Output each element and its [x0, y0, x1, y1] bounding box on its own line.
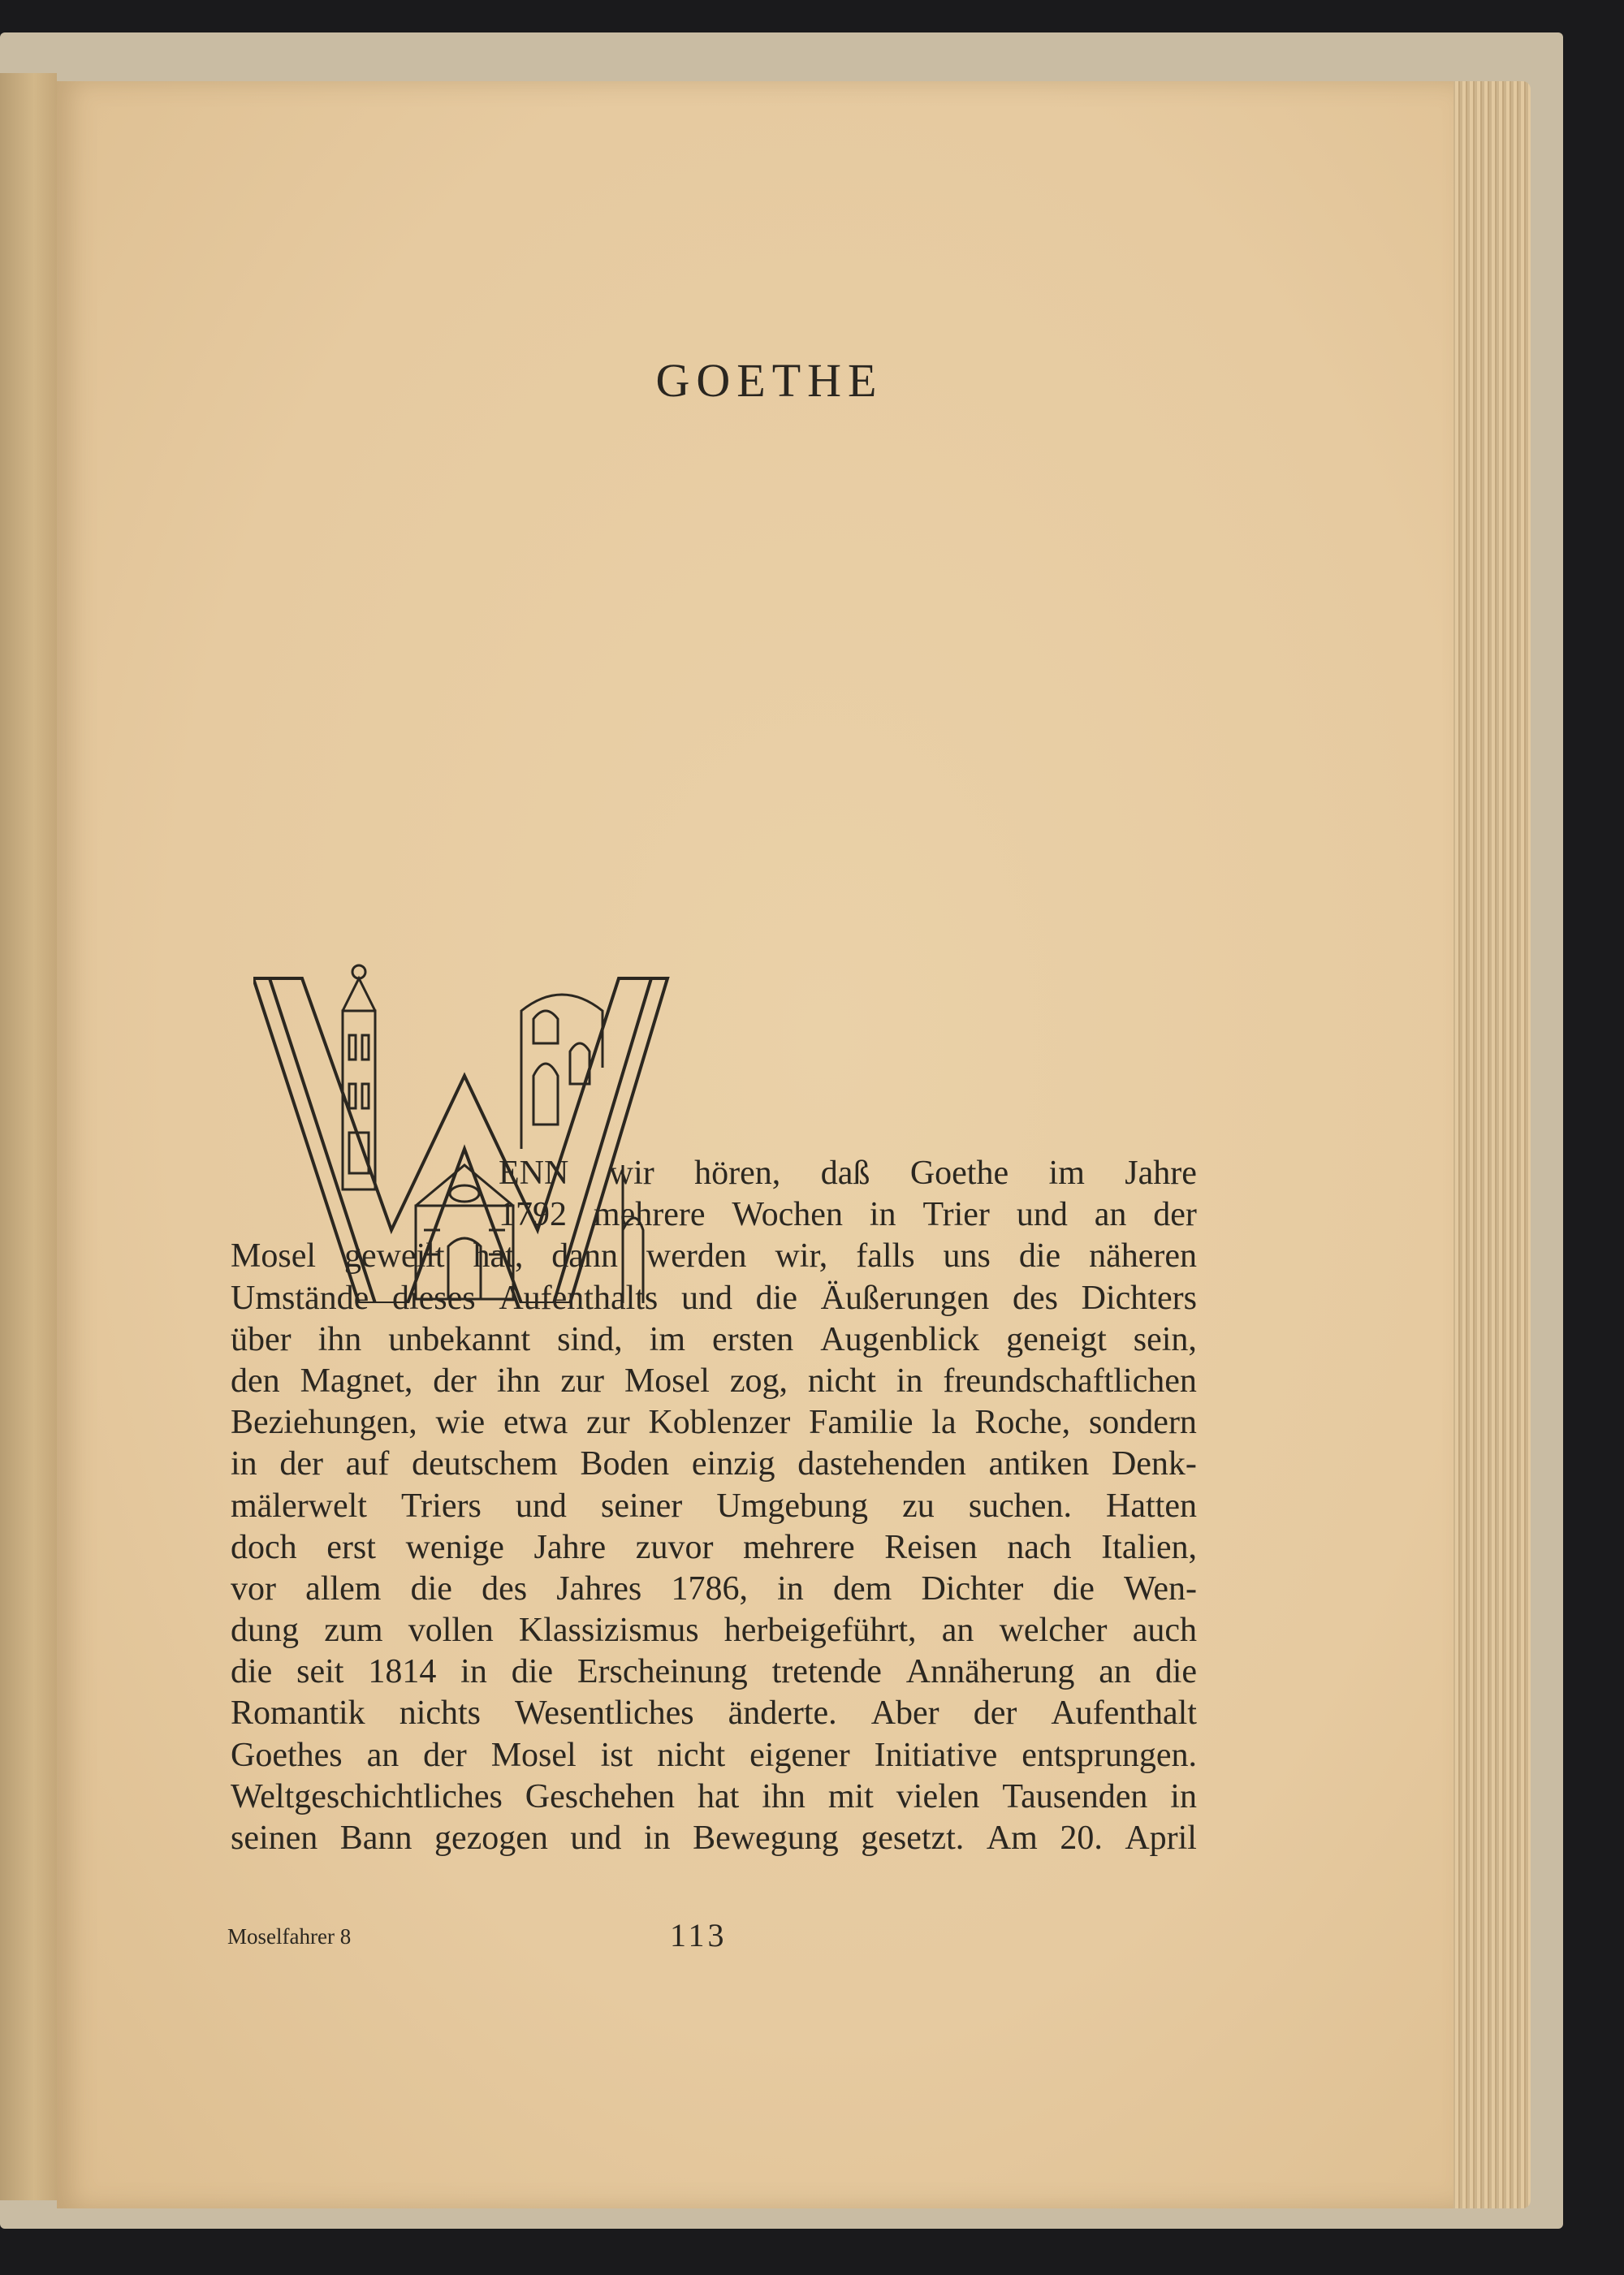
word: an [941, 1612, 974, 1650]
word: vielen [896, 1777, 980, 1815]
text-line [231, 1361, 1197, 1402]
word: und [680, 1279, 732, 1317]
text-line [231, 1610, 1197, 1651]
word: näheren [1089, 1237, 1197, 1276]
word: an [366, 1736, 400, 1774]
word: hat [697, 1777, 740, 1815]
body-text [231, 1153, 1197, 1859]
word: einzig [691, 1445, 775, 1483]
word: und [515, 1487, 567, 1525]
word: die [1155, 1653, 1197, 1691]
word: im [1048, 1155, 1085, 1192]
word: in [643, 1820, 671, 1857]
word: Jahre [1125, 1155, 1197, 1192]
word: dastehenden [797, 1445, 966, 1483]
word: Äußerungen [820, 1279, 990, 1317]
word: dem [832, 1569, 892, 1608]
word: mit [827, 1777, 874, 1815]
text-line [231, 1527, 1197, 1569]
word: änderte. [728, 1694, 837, 1733]
text-line [231, 1236, 1197, 1277]
text-line [231, 1402, 1197, 1444]
word: la [931, 1404, 957, 1442]
word: an [1099, 1653, 1131, 1691]
text-line [231, 1194, 1197, 1236]
word: gesetzt. [861, 1820, 965, 1857]
text-line [231, 1444, 1197, 1485]
word: Umgebung [716, 1487, 868, 1525]
word: Initiative [874, 1736, 998, 1774]
word: sind, [557, 1320, 623, 1358]
text-line [231, 1651, 1197, 1693]
word: Trier [922, 1196, 990, 1234]
word: die [1052, 1569, 1095, 1608]
word: zur [560, 1362, 605, 1400]
word: erst [326, 1528, 376, 1566]
word: Mosel [490, 1736, 577, 1774]
text-line [231, 1319, 1197, 1361]
word: freundschaftlichen [943, 1362, 1197, 1400]
word: sondern [1088, 1404, 1197, 1442]
word: auch [1132, 1612, 1197, 1650]
word: Romantik [231, 1694, 365, 1733]
word: die [755, 1279, 797, 1317]
word: Wesentliches [515, 1694, 694, 1733]
word: Tausenden [1002, 1777, 1148, 1815]
word: im [649, 1320, 685, 1358]
word: die [231, 1653, 273, 1691]
word: Klassizismus [518, 1612, 699, 1650]
word: den [231, 1362, 280, 1400]
word: in [896, 1362, 923, 1400]
word: Magnet, [300, 1362, 413, 1400]
word: nicht [657, 1736, 726, 1774]
word: Umstände [231, 1279, 369, 1317]
word: Dichters [1081, 1279, 1197, 1317]
word: in [1170, 1777, 1197, 1815]
word: Geschehen [525, 1777, 676, 1815]
text-line [231, 1776, 1197, 1818]
word: wie [435, 1404, 486, 1442]
word: doch [231, 1528, 297, 1566]
word: wir [608, 1155, 654, 1192]
word: in [869, 1196, 896, 1234]
word: eigener [749, 1736, 850, 1774]
word: auf [345, 1445, 390, 1483]
word: April [1125, 1820, 1197, 1857]
word: entsprungen. [1021, 1736, 1197, 1774]
word: Am [986, 1820, 1038, 1857]
word: dieses [391, 1279, 476, 1317]
word: des [1012, 1279, 1058, 1317]
word: Roche, [974, 1404, 1071, 1442]
word: zuvor [635, 1528, 714, 1566]
chapter-title: GOETHE [655, 354, 883, 407]
word: und [570, 1820, 622, 1857]
book-page [57, 81, 1453, 2208]
text-line [231, 1818, 1197, 1859]
word: geneigt [1006, 1320, 1107, 1358]
word: dung [231, 1612, 299, 1650]
word: Aber [870, 1694, 939, 1733]
word: Bann [339, 1820, 412, 1857]
word: Denk- [1111, 1445, 1197, 1483]
word: in [231, 1445, 257, 1483]
word: Familie [809, 1404, 914, 1442]
word: 1792 [499, 1196, 567, 1234]
word: Mosel [624, 1362, 710, 1400]
book-spine [0, 73, 57, 2200]
word: dann [551, 1237, 618, 1276]
word: 1786, [671, 1569, 748, 1608]
word: der [973, 1694, 1017, 1733]
word: Jahres [556, 1569, 642, 1608]
word: nach [1007, 1528, 1072, 1566]
word: wir, [775, 1237, 828, 1276]
word: die [511, 1653, 553, 1691]
text-line [231, 1486, 1197, 1527]
page-number: 113 [670, 1917, 728, 1953]
word: uns [943, 1237, 991, 1276]
word: Italien, [1101, 1528, 1197, 1566]
word: der [433, 1362, 477, 1400]
word: seiner [600, 1487, 683, 1525]
word: Augenblick [820, 1320, 980, 1358]
word: vor [231, 1569, 276, 1608]
word: antiken [988, 1445, 1090, 1483]
word: ihn [317, 1320, 362, 1358]
word: 20. [1060, 1820, 1103, 1857]
word: mehrere [593, 1196, 706, 1234]
word: mälerwelt [231, 1487, 367, 1525]
word: Wochen [732, 1196, 843, 1234]
word: allem [305, 1569, 382, 1608]
word: ersten [711, 1320, 794, 1358]
word: Wen- [1124, 1569, 1197, 1608]
word: Annäherung [905, 1653, 1075, 1691]
word: die [410, 1569, 452, 1608]
word: Erscheinung [577, 1653, 748, 1691]
word: deutschem [412, 1445, 558, 1483]
text-line [231, 1278, 1197, 1319]
word: wenige [405, 1528, 504, 1566]
word: daß [820, 1155, 870, 1192]
word: die [1018, 1237, 1061, 1276]
word: hat, [473, 1237, 524, 1276]
word: Goethe [909, 1155, 1009, 1192]
word: Aufenthalt [1051, 1694, 1197, 1733]
word: an [1094, 1196, 1127, 1234]
word: mehrere [743, 1528, 855, 1566]
word: ihn [762, 1777, 806, 1815]
word: Dichter [921, 1569, 1024, 1608]
word: der [423, 1736, 467, 1774]
word: geweilt [343, 1237, 445, 1276]
word: Mosel [231, 1237, 316, 1276]
word: gezogen [434, 1820, 548, 1857]
word: herbeigeführt, [723, 1612, 917, 1650]
word: ENN [499, 1155, 569, 1192]
word: und [1016, 1196, 1068, 1234]
word: nicht [807, 1362, 876, 1400]
word: vollen [408, 1612, 494, 1650]
text-line [231, 1569, 1197, 1610]
word: in [777, 1569, 804, 1608]
word: zur [586, 1404, 630, 1442]
word: ist [600, 1736, 633, 1774]
word: der [279, 1445, 324, 1483]
word: Goethes [231, 1736, 343, 1774]
word: Weltgeschichtliches [231, 1777, 503, 1815]
word: Jahre [533, 1528, 607, 1566]
word: suchen. [968, 1487, 1072, 1525]
word: zog, [729, 1362, 788, 1400]
word: etwa [503, 1404, 568, 1442]
word: des [482, 1569, 528, 1608]
word: nichts [399, 1694, 482, 1733]
text-line [231, 1735, 1197, 1776]
word: Triers [401, 1487, 482, 1525]
word: seit [296, 1653, 344, 1691]
word: Aufenthalts [499, 1279, 659, 1317]
word: der [1153, 1196, 1197, 1234]
text-line [231, 1153, 1197, 1194]
word: in [460, 1653, 487, 1691]
word: sein, [1133, 1320, 1197, 1358]
word: zu [902, 1487, 935, 1525]
word: zum [324, 1612, 383, 1650]
text-line [231, 1693, 1197, 1734]
word: welcher [999, 1612, 1108, 1650]
word: hören, [694, 1155, 781, 1192]
word: ihn [496, 1362, 541, 1400]
word: Reisen [884, 1528, 978, 1566]
word: über [231, 1320, 292, 1358]
footer-signature: Moselfahrer 8 [227, 1924, 352, 1949]
word: Koblenzer [648, 1404, 791, 1442]
word: werden [646, 1237, 747, 1276]
word: unbekannt [388, 1320, 531, 1358]
word: tretende [771, 1653, 882, 1691]
word: Beziehungen, [231, 1404, 417, 1442]
word: Hatten [1106, 1487, 1197, 1525]
word: Boden [580, 1445, 670, 1483]
word: 1814 [368, 1653, 437, 1691]
word: seinen [231, 1820, 318, 1857]
word: falls [856, 1237, 915, 1276]
word: Bewegung [693, 1820, 839, 1857]
